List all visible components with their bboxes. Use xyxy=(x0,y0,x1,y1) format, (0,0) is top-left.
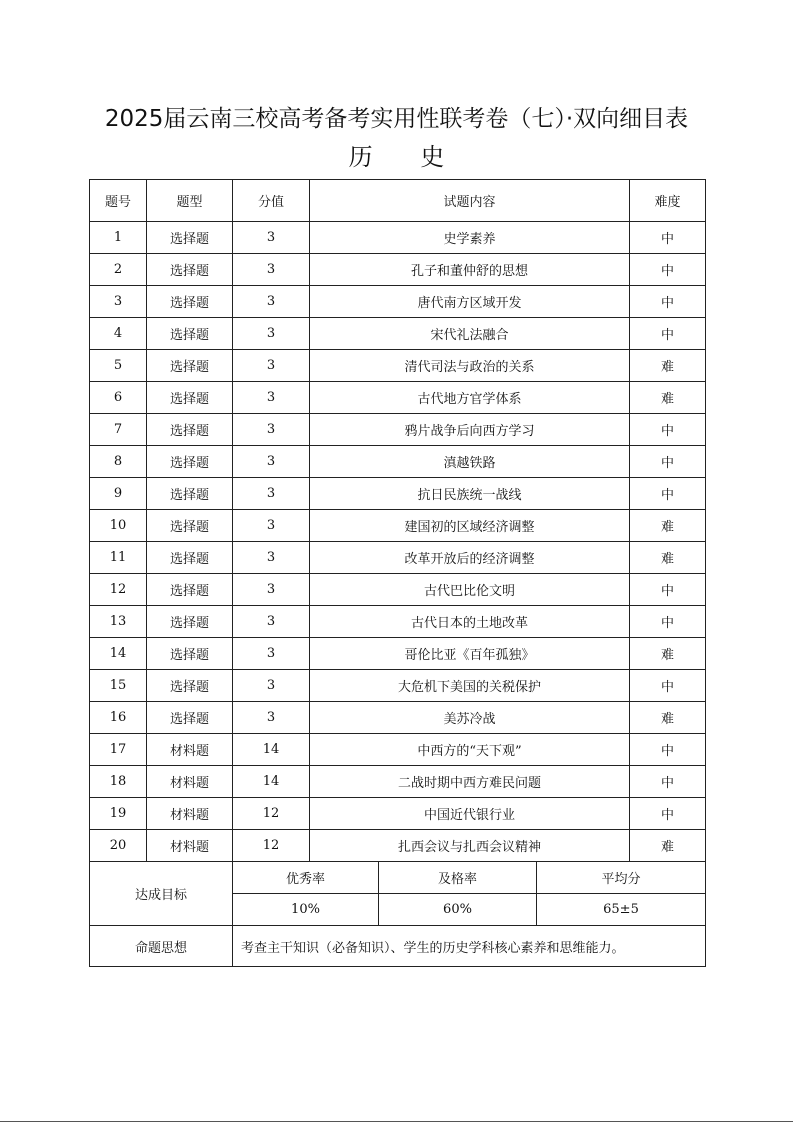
difficulty-cell: 中 xyxy=(630,734,706,766)
goal-label: 达成目标 xyxy=(90,862,233,926)
content-cell: 抗日民族统一战线 xyxy=(310,478,630,510)
difficulty-cell: 中 xyxy=(630,670,706,702)
difficulty-cell: 难 xyxy=(630,510,706,542)
content-cell: 唐代南方区域开发 xyxy=(310,286,630,318)
question-number-cell: 7 xyxy=(90,414,147,446)
question-type-cell: 选择题 xyxy=(147,414,233,446)
difficulty-cell: 难 xyxy=(630,638,706,670)
question-type-cell: 选择题 xyxy=(147,254,233,286)
question-type-cell: 材料题 xyxy=(147,734,233,766)
difficulty-cell: 难 xyxy=(630,830,706,862)
table-row xyxy=(90,830,706,862)
question-type-cell: 材料题 xyxy=(147,830,233,862)
difficulty-cell: 难 xyxy=(630,350,706,382)
difficulty-cell: 中 xyxy=(630,414,706,446)
table-header-row xyxy=(90,180,706,222)
excellent-rate-value: 10% xyxy=(233,894,379,926)
question-type-cell: 选择题 xyxy=(147,222,233,254)
score-cell: 3 xyxy=(233,670,310,702)
score-cell: 3 xyxy=(233,702,310,734)
table-row xyxy=(90,254,706,286)
table-row xyxy=(90,510,706,542)
question-type-cell: 选择题 xyxy=(147,318,233,350)
score-cell: 3 xyxy=(233,222,310,254)
question-number-cell: 18 xyxy=(90,766,147,798)
header-type: 题型 xyxy=(147,180,233,222)
content-cell: 大危机下美国的关税保护 xyxy=(310,670,630,702)
question-type-cell: 选择题 xyxy=(147,286,233,318)
table-row xyxy=(90,478,706,510)
content-cell: 扎西会议与扎西会议精神 xyxy=(310,830,630,862)
table-row xyxy=(90,222,706,254)
content-cell: 二战时期中西方难民问题 xyxy=(310,766,630,798)
header-difficulty: 难度 xyxy=(630,180,706,222)
difficulty-cell: 中 xyxy=(630,446,706,478)
header-content: 试题内容 xyxy=(310,180,630,222)
question-type-cell: 选择题 xyxy=(147,670,233,702)
idea-row xyxy=(90,926,706,967)
difficulty-cell: 难 xyxy=(630,542,706,574)
difficulty-cell: 中 xyxy=(630,606,706,638)
score-cell: 3 xyxy=(233,574,310,606)
difficulty-cell: 中 xyxy=(630,318,706,350)
score-cell: 3 xyxy=(233,446,310,478)
average-score-value: 65±5 xyxy=(537,894,706,926)
difficulty-cell: 中 xyxy=(630,222,706,254)
score-cell: 3 xyxy=(233,318,310,350)
table-row xyxy=(90,318,706,350)
score-cell: 3 xyxy=(233,414,310,446)
content-cell: 古代地方官学体系 xyxy=(310,382,630,414)
score-cell: 3 xyxy=(233,510,310,542)
score-cell: 3 xyxy=(233,382,310,414)
question-type-cell: 选择题 xyxy=(147,702,233,734)
difficulty-cell: 难 xyxy=(630,702,706,734)
average-score-label: 平均分 xyxy=(537,862,706,894)
table-row xyxy=(90,446,706,478)
question-number-cell: 14 xyxy=(90,638,147,670)
score-cell: 14 xyxy=(233,766,310,798)
question-type-cell: 选择题 xyxy=(147,638,233,670)
question-type-cell: 选择题 xyxy=(147,510,233,542)
question-number-cell: 15 xyxy=(90,670,147,702)
difficulty-cell: 中 xyxy=(630,574,706,606)
content-cell: 鸦片战争后向西方学习 xyxy=(310,414,630,446)
score-cell: 3 xyxy=(233,350,310,382)
question-type-cell: 选择题 xyxy=(147,542,233,574)
question-number-cell: 12 xyxy=(90,574,147,606)
excellent-rate-label: 优秀率 xyxy=(233,862,379,894)
idea-text: 考查主干知识（必备知识）、学生的历史学科核心素养和思维能力。 xyxy=(233,926,706,967)
content-cell: 宋代礼法融合 xyxy=(310,318,630,350)
question-type-cell: 选择题 xyxy=(147,478,233,510)
difficulty-cell: 中 xyxy=(630,766,706,798)
content-cell: 中西方的“天下观” xyxy=(310,734,630,766)
difficulty-cell: 难 xyxy=(630,382,706,414)
question-type-cell: 选择题 xyxy=(147,606,233,638)
content-cell: 滇越铁路 xyxy=(310,446,630,478)
content-cell: 建国初的区域经济调整 xyxy=(310,510,630,542)
score-cell: 12 xyxy=(233,830,310,862)
score-cell: 3 xyxy=(233,478,310,510)
question-number-cell: 6 xyxy=(90,382,147,414)
idea-label: 命题思想 xyxy=(90,926,233,967)
question-number-cell: 5 xyxy=(90,350,147,382)
table-row xyxy=(90,798,706,830)
table-row xyxy=(90,638,706,670)
content-cell: 哥伦比亚《百年孤独》 xyxy=(310,638,630,670)
content-cell: 古代日本的土地改革 xyxy=(310,606,630,638)
table-row xyxy=(90,382,706,414)
pass-rate-label: 及格率 xyxy=(379,862,537,894)
question-number-cell: 2 xyxy=(90,254,147,286)
score-cell: 3 xyxy=(233,638,310,670)
table-row xyxy=(90,286,706,318)
score-cell: 3 xyxy=(233,286,310,318)
question-type-cell: 材料题 xyxy=(147,798,233,830)
goal-row-labels xyxy=(90,862,706,894)
question-number-cell: 20 xyxy=(90,830,147,862)
table-row xyxy=(90,766,706,798)
question-type-cell: 选择题 xyxy=(147,350,233,382)
table-row xyxy=(90,606,706,638)
question-number-cell: 10 xyxy=(90,510,147,542)
difficulty-cell: 中 xyxy=(630,798,706,830)
content-cell: 中国近代银行业 xyxy=(310,798,630,830)
difficulty-cell: 中 xyxy=(630,254,706,286)
pass-rate-value: 60% xyxy=(379,894,537,926)
difficulty-cell: 中 xyxy=(630,286,706,318)
content-cell: 改革开放后的经济调整 xyxy=(310,542,630,574)
question-type-cell: 选择题 xyxy=(147,446,233,478)
header-score: 分值 xyxy=(233,180,310,222)
table-row xyxy=(90,670,706,702)
table-row xyxy=(90,574,706,606)
table-row xyxy=(90,734,706,766)
question-number-cell: 16 xyxy=(90,702,147,734)
page-title: 2025届云南三校高考备考实用性联考卷（七）·双向细目表 xyxy=(104,106,689,132)
table-row xyxy=(90,350,706,382)
question-number-cell: 13 xyxy=(90,606,147,638)
question-type-cell: 材料题 xyxy=(147,766,233,798)
content-cell: 清代司法与政治的关系 xyxy=(310,350,630,382)
question-type-cell: 选择题 xyxy=(147,382,233,414)
header-num: 题号 xyxy=(90,180,147,222)
content-cell: 孔子和董仲舒的思想 xyxy=(310,254,630,286)
table-row xyxy=(90,414,706,446)
content-cell: 美苏冷战 xyxy=(310,702,630,734)
subject-title: 历 史 xyxy=(348,143,465,171)
table-row xyxy=(90,702,706,734)
question-number-cell: 19 xyxy=(90,798,147,830)
question-number-cell: 8 xyxy=(90,446,147,478)
spec-table xyxy=(89,179,706,967)
question-number-cell: 17 xyxy=(90,734,147,766)
question-number-cell: 4 xyxy=(90,318,147,350)
score-cell: 3 xyxy=(233,254,310,286)
score-cell: 3 xyxy=(233,542,310,574)
score-cell: 12 xyxy=(233,798,310,830)
content-cell: 史学素养 xyxy=(310,222,630,254)
table-body xyxy=(90,222,706,862)
question-number-cell: 9 xyxy=(90,478,147,510)
table-row xyxy=(90,542,706,574)
score-cell: 14 xyxy=(233,734,310,766)
question-number-cell: 11 xyxy=(90,542,147,574)
question-number-cell: 3 xyxy=(90,286,147,318)
content-cell: 古代巴比伦文明 xyxy=(310,574,630,606)
difficulty-cell: 中 xyxy=(630,478,706,510)
question-type-cell: 选择题 xyxy=(147,574,233,606)
question-number-cell: 1 xyxy=(90,222,147,254)
score-cell: 3 xyxy=(233,606,310,638)
